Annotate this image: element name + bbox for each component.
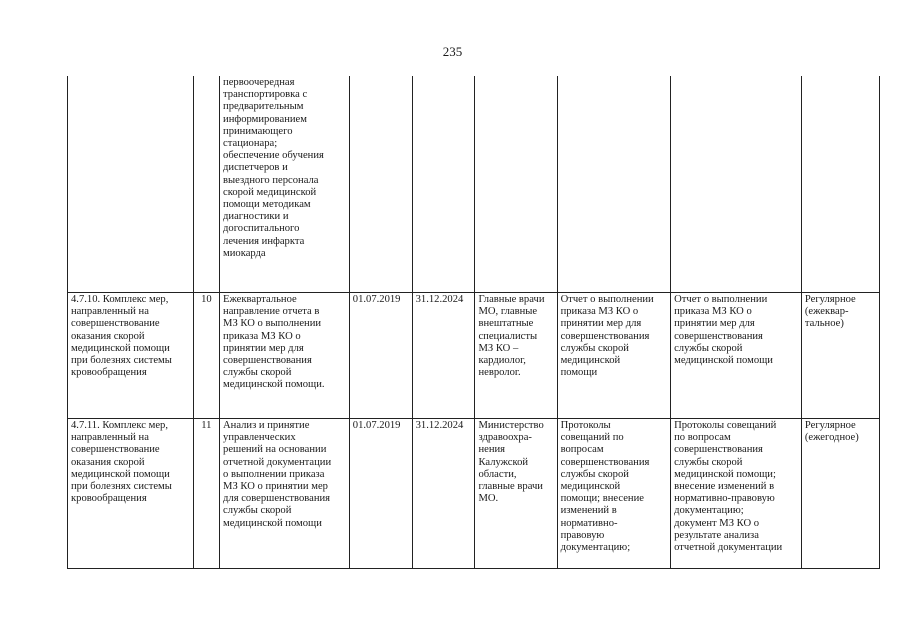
section-cell [68, 76, 194, 293]
start-date-cell: 01.07.2019 [349, 293, 412, 419]
table-row [68, 419, 880, 569]
page-number: 235 [442, 44, 463, 59]
start-date-cell [349, 76, 412, 293]
indicator-cell: Отчет о выполнении приказа МЗ КО о принятии мер для совершенствования службы скорой медицинской помощи [671, 293, 802, 419]
type-cell: Регулярное (ежегодное) [801, 419, 879, 569]
table-row [68, 76, 880, 293]
end-date-cell: 31.12.2024 [412, 419, 475, 569]
table-row [68, 293, 880, 419]
content-cell: Анализ и принятие управленческих решений на основании отчетной документации о выполнении приказа МЗ КО о принятии мер для совершенствования службы скорой медицинской помощи [220, 419, 350, 569]
content-cell: Ежеквартальное направление отчета в МЗ КО о выполнении приказа МЗ КО о принятии мер для совершенствования службы скорой медицинской помощи. [220, 293, 350, 419]
number-cell [193, 76, 219, 293]
end-date-cell [412, 76, 475, 293]
start-date-cell: 01.07.2019 [349, 419, 412, 569]
number-cell: 11 [193, 419, 219, 569]
content-cell: первоочередная транспортировка с предварительным информированием принимающего стационара; обеспечение обучения диспетчеров и выездного персонала скорой медицинской помощи методикам диагностики и догоспитального лечения инфаркта миокарда [220, 76, 350, 293]
responsible-cell [475, 76, 557, 293]
section-cell: 4.7.11. Комплекс мер, направленный на совершенствование оказания скорой медицинской помощи при болезнях системы кровообращения [68, 419, 194, 569]
type-cell: Регулярное (ежеквар- тальное) [801, 293, 879, 419]
indicator-cell [671, 76, 802, 293]
end-date-cell: 31.12.2024 [412, 293, 475, 419]
section-cell: 4.7.10. Комплекс мер, направленный на совершенствование оказания скорой медицинской помощи при болезнях системы кровообращения [68, 293, 194, 419]
result-cell [557, 76, 671, 293]
number-cell: 10 [193, 293, 219, 419]
responsible-cell: Министерство здравоохра- нения Калужской области, главные врачи МО. [475, 419, 557, 569]
measures-table [67, 76, 880, 569]
responsible-cell: Главные врачи МО, главные внештатные специалисты МЗ КО – кардиолог, невролог. [475, 293, 557, 419]
result-cell: Протоколы совещаний по вопросам совершенствования службы скорой медицинской помощи; внесение изменений в нормативно- правовую документацию; [557, 419, 671, 569]
type-cell [801, 76, 879, 293]
indicator-cell: Протоколы совещаний по вопросам совершенствования службы скорой медицинской помощи; внесение изменений в нормативно-правовую документацию; документ МЗ КО о результате анализа отчетной документации [671, 419, 802, 569]
result-cell: Отчет о выполнении приказа МЗ КО о принятии мер для совершенствования службы скорой медицинской помощи [557, 293, 671, 419]
